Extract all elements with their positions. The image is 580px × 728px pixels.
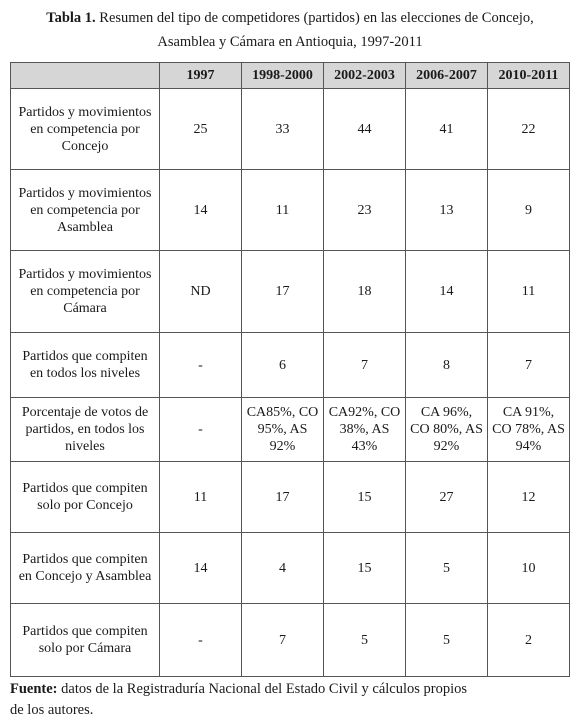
table-cell: 14 (406, 251, 488, 333)
table-cell: - (160, 333, 242, 398)
table-cell: 14 (160, 533, 242, 604)
table-cell: 23 (324, 170, 406, 251)
table-cell: - (160, 398, 242, 462)
table-cell: 14 (160, 170, 242, 251)
table-cell: 6 (242, 333, 324, 398)
table-cell: 41 (406, 89, 488, 170)
column-header: 2010-2011 (488, 63, 570, 89)
row-label: Partidos y movimientos en competencia por Cámara (11, 251, 160, 333)
column-header: 1998-2000 (242, 63, 324, 89)
table-cell: - (160, 604, 242, 677)
caption-text: Resumen del tipo de competidores (partidos) en las elecciones de Concejo, Asamblea y Cámara en Antioquia, 1997-2011 (99, 10, 534, 50)
table-cell: 2 (488, 604, 570, 677)
table-cell: 15 (324, 462, 406, 533)
table-cell: 27 (406, 462, 488, 533)
table-row (11, 604, 570, 677)
table-cell: ND (160, 251, 242, 333)
table-cell: 7 (324, 333, 406, 398)
table-row (11, 89, 570, 170)
table-cell: 8 (406, 333, 488, 398)
table-cell: CA 91%, CO 78%, AS 94% (488, 398, 570, 462)
table-cell: 25 (160, 89, 242, 170)
source-text: datos de la Registraduría Nacional del Estado Civil y cálculos propios de los autores. (10, 681, 468, 718)
row-label: Partidos y movimientos en competencia por Concejo (11, 89, 160, 170)
row-label: Partidos que compiten en Concejo y Asamblea (11, 533, 160, 604)
header-row (11, 63, 570, 89)
table-header (11, 63, 570, 89)
row-label: Partidos que compiten solo por Cámara (11, 604, 160, 677)
table-cell: 11 (160, 462, 242, 533)
column-header: 2006-2007 (406, 63, 488, 89)
table-cell: 7 (242, 604, 324, 677)
table-cell: 15 (324, 533, 406, 604)
table-cell: 17 (242, 462, 324, 533)
column-header: 2002-2003 (324, 63, 406, 89)
table-row (11, 398, 570, 462)
header-corner-cell (11, 63, 160, 89)
table-row (11, 533, 570, 604)
table-cell: 5 (406, 533, 488, 604)
column-header: 1997 (160, 63, 242, 89)
summary-table (10, 62, 570, 677)
table-cell: 12 (488, 462, 570, 533)
table-cell: 4 (242, 533, 324, 604)
table-cell: 17 (242, 251, 324, 333)
source-label: Fuente: (10, 681, 58, 697)
table-row (11, 251, 570, 333)
table-cell: 10 (488, 533, 570, 604)
table-row (11, 462, 570, 533)
row-label: Partidos y movimientos en competencia por Asamblea (11, 170, 160, 251)
table-cell: CA 96%, CO 80%, AS 92% (406, 398, 488, 462)
table-cell: 7 (488, 333, 570, 398)
table-cell: 13 (406, 170, 488, 251)
table-cell: CA85%, CO 95%, AS 92% (242, 398, 324, 462)
table-cell: 11 (488, 251, 570, 333)
table-body (11, 89, 570, 677)
caption-label: Tabla 1. (46, 10, 96, 26)
row-label: Porcentaje de votos de partidos, en todos los niveles (11, 398, 160, 462)
table-row (11, 170, 570, 251)
table-cell: 11 (242, 170, 324, 251)
table-row (11, 333, 570, 398)
source-note (10, 679, 470, 721)
table-cell: 22 (488, 89, 570, 170)
table-cell: 9 (488, 170, 570, 251)
table-cell: 33 (242, 89, 324, 170)
row-label: Partidos que compiten en todos los niveles (11, 333, 160, 398)
table-cell: 18 (324, 251, 406, 333)
row-label: Partidos que compiten solo por Concejo (11, 462, 160, 533)
table-cell: 44 (324, 89, 406, 170)
table-cell: CA92%, CO 38%, AS 43% (324, 398, 406, 462)
table-cell: 5 (406, 604, 488, 677)
table-caption (20, 6, 560, 54)
table-cell: 5 (324, 604, 406, 677)
